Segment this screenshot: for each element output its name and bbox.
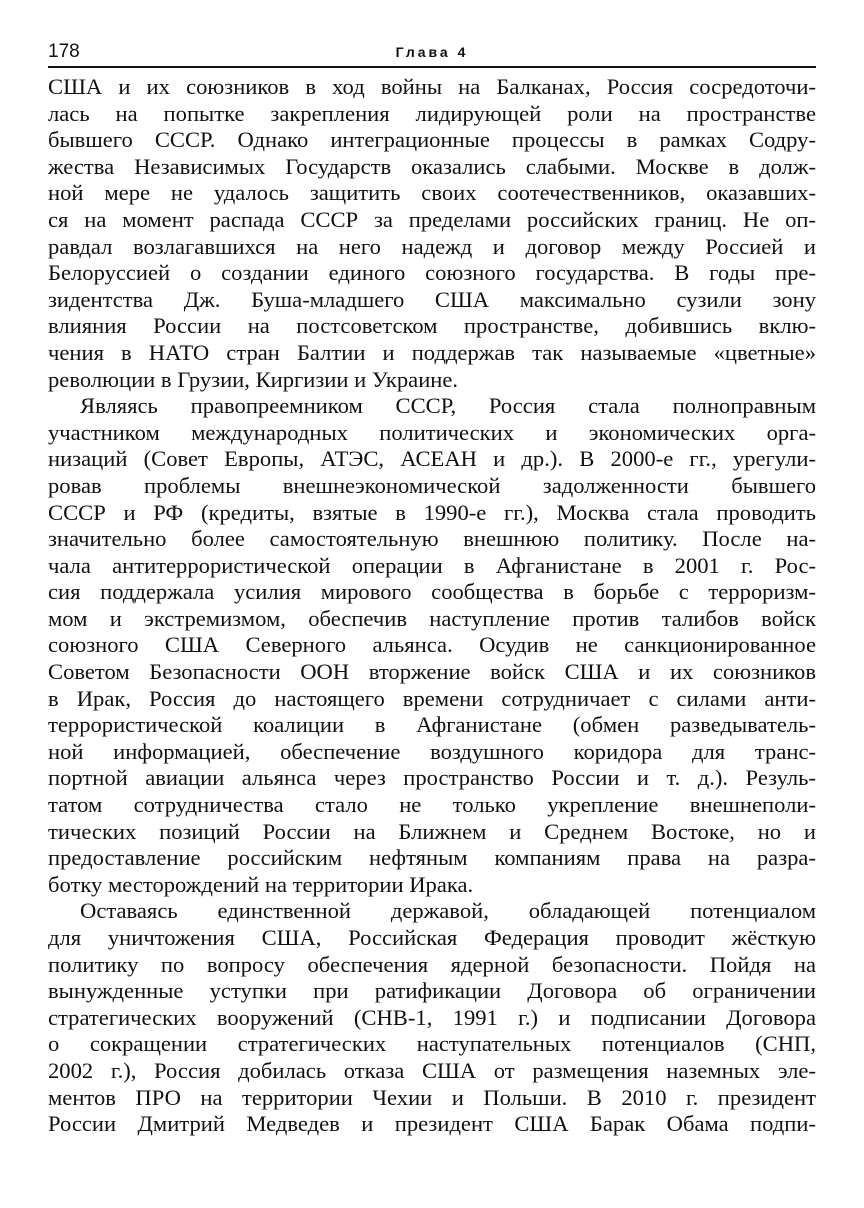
text-line: Белоруссией о создании единого союзного государства. В годы пре- (48, 260, 816, 286)
text-line: чения в НАТО стран Балтии и поддержав так называемые «цветные» (48, 339, 816, 365)
text-line: предоставление российским нефтяным компаниям права на разра- (48, 845, 816, 871)
page-number: 178 (48, 41, 80, 62)
text-line: 2002 г.), Россия добилась отказа США от размещения наземных эле- (48, 1057, 816, 1083)
text-line: США и их союзников в ход войны на Балканах, Россия сосредоточи- (48, 74, 816, 99)
text-line: тических позиций России на Ближнем и Среднем Востоке, но и (48, 818, 816, 844)
text-line: ботку месторождений на территории Ирака. (48, 871, 474, 897)
text-line: Оставаясь единственной державой, обладающей потенциалом (80, 898, 816, 924)
text-line: зидентства Дж. Буша-младшего США максимально сузили зону (48, 286, 816, 312)
text-line: участником международных политических и экономических орга- (48, 419, 816, 445)
text-line: Являясь правопреемником СССР, Россия стала полноправным (80, 393, 816, 419)
text-line: ровав проблемы внешнеэкономической задолженности бывшего (48, 472, 816, 498)
text-line: значительно более самостоятельную внешнюю политику. После на- (48, 526, 816, 552)
text-line: революции в Грузии, Киргизии и Украине. (48, 366, 459, 392)
paragraph (48, 898, 816, 1137)
text-line: татом сотрудничества стало не только укрепление внешнеполи- (48, 792, 816, 818)
text-line: вынужденные уступки при ратификации Договора об ограничении (48, 978, 816, 1004)
text-line: СССР и РФ (кредиты, взятые в 1990-е гг.), Москва стала проводить (48, 499, 816, 525)
text-line: в Ирак, Россия до настоящего времени сотрудничает с силами анти- (48, 685, 816, 711)
text-line: портной авиации альянса через пространство России и т. д.). Резуль- (48, 765, 816, 791)
book-page (48, 40, 816, 1138)
text-line: террористической коалиции в Афганистане (обмен разведыватель- (48, 712, 816, 738)
text-line: ментов ПРО на территории Чехии и Польши. В 2010 г. президент (48, 1084, 816, 1110)
body-text (48, 74, 816, 1138)
chapter-title: Глава 4 (395, 44, 469, 60)
text-line: России Дмитрий Медведев и президент США Барак Обама подпи- (48, 1111, 816, 1137)
text-line: бывшего СССР. Однако интеграционные процессы в рамках Содру- (48, 127, 816, 153)
text-line: Советом Безопасности ООН вторжение войск США и их союзников (48, 659, 816, 685)
text-line: для уничтожения США, Российская Федерация проводит жёсткую (48, 925, 816, 950)
running-head (48, 40, 816, 68)
text-line: мом и экстремизмом, обеспечив наступление против талибов войск (48, 605, 816, 631)
text-line: о сокращении стратегических наступательных потенциалов (СНП, (48, 1031, 816, 1057)
text-line: чала антитеррористической операции в Афганистане в 2001 г. Рос- (48, 552, 816, 578)
text-line: сия поддержала усилия мирового сообщества в борьбе с терроризм- (48, 579, 816, 605)
paragraph (48, 393, 816, 898)
text-line: равдал возлагавшихся на него надежд и договор между Россией и (48, 233, 816, 259)
text-line: низаций (Совет Европы, АТЭС, АСЕАН и др.). В 2000-е гг., урегули- (48, 446, 816, 472)
text-line: ной информацией, обеспечение воздушного коридора для транс- (48, 738, 816, 764)
text-line: лась на попытке закрепления лидирующей роли на пространстве (48, 100, 816, 126)
text-line: влияния России на постсоветском пространстве, добившись вклю- (48, 313, 816, 339)
text-line: ной мере не удалось защитить своих соотечественников, оказавших- (48, 180, 816, 206)
text-line: стратегических вооружений (СНВ-1, 1991 г.) и подписании Договора (48, 1004, 816, 1030)
text-line: ся на момент распада СССР за пределами российских границ. Не оп- (48, 206, 816, 232)
text-line: политику по вопросу обеспечения ядерной безопасности. Пойдя на (48, 951, 816, 977)
text-line: союзного США Северного альянса. Осудив не санкционированное (48, 632, 816, 658)
paragraph (48, 74, 816, 393)
text-line: жества Независимых Государств оказались слабыми. Москве в долж- (48, 153, 816, 179)
